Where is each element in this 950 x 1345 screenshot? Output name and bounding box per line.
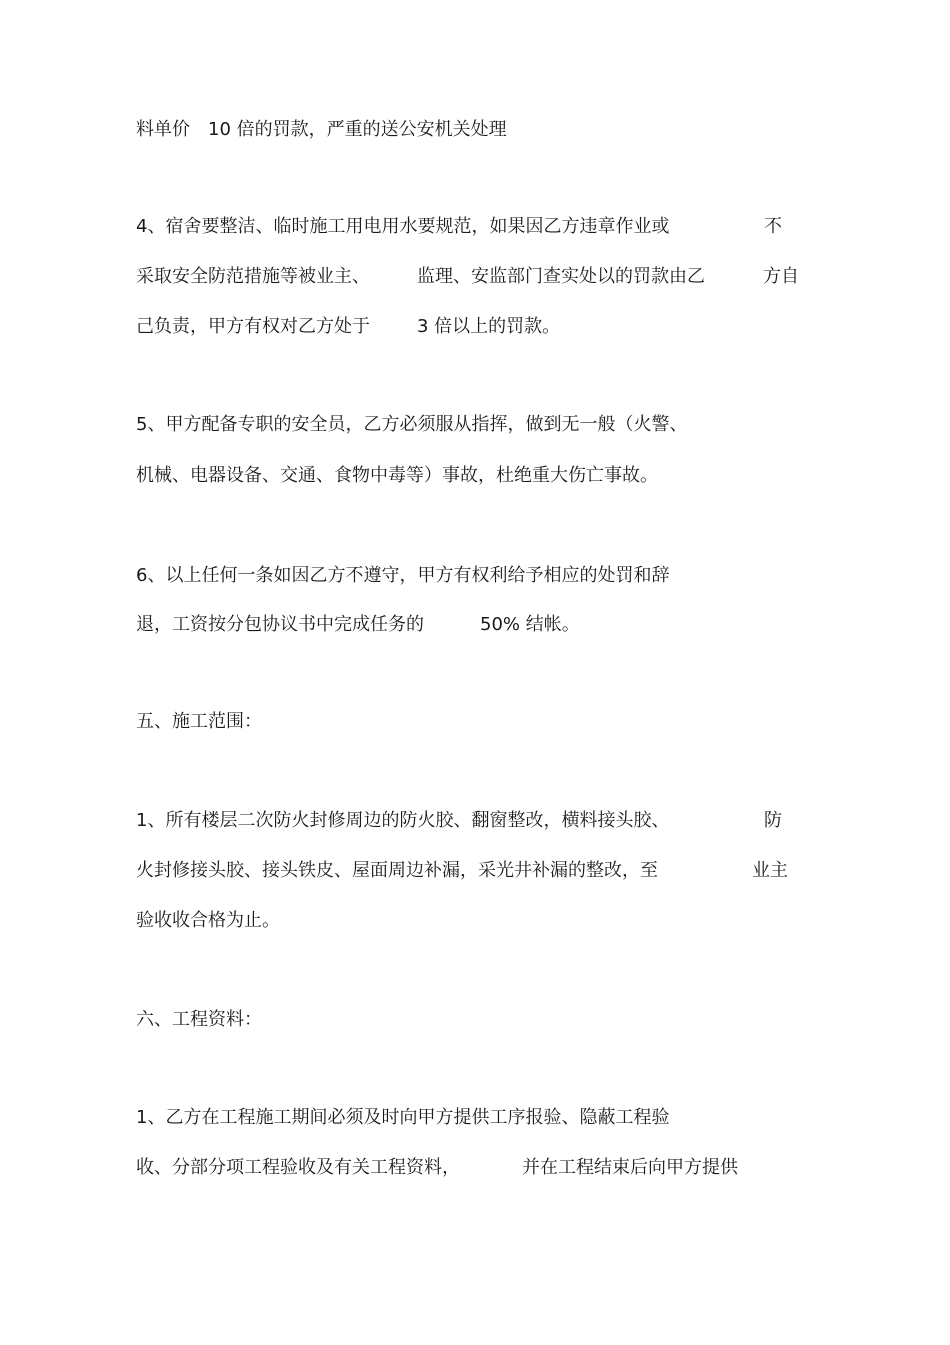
text-segment: 4、宿舍要整洁、临时施工用电用水要规范，如果因乙方违章作业或 (136, 216, 670, 237)
text-line (0, 1103, 950, 1133)
text-line (0, 906, 950, 936)
text-segment: 退，工资按分包协议书中完成任务的 (136, 614, 424, 635)
text-segment: 5、甲方配备专职的安全员，乙方必须服从指挥，做到无一般（火警、 (136, 414, 688, 435)
text-segment: 方自 (763, 266, 799, 287)
text-segment: 1、乙方在工程施工期间必须及时向甲方提供工序报验、隐蔽工程验 (136, 1107, 670, 1128)
text-line (0, 212, 950, 242)
text-segment: 火封修接头胶、接头铁皮、屋面周边补漏，采光井补漏的整改，至 (136, 860, 658, 881)
text-segment: 监理、安监部门查实处以的罚款由乙 (417, 266, 705, 287)
text-segment: 机械、电器设备、交通、食物中毒等）事故，杜绝重大伤亡事故。 (136, 465, 658, 486)
text-segment: 采取安全防范措施等被业主、 (136, 266, 370, 287)
text-segment: 己负责，甲方有权对乙方处于 (136, 316, 370, 337)
text-line (0, 856, 950, 886)
section-heading (0, 1005, 950, 1035)
text-segment: 业主 (752, 860, 788, 881)
text-segment: 10 倍的罚款，严重的送公安机关处理 (208, 119, 507, 140)
text-line (0, 115, 950, 145)
text-line (0, 461, 950, 491)
text-segment: 六、工程资料： (136, 1009, 262, 1030)
text-segment: 50% 结帐。 (480, 614, 580, 635)
text-segment: 五、施工范围： (136, 711, 262, 732)
text-line (0, 610, 950, 640)
text-segment: 验收收合格为止。 (136, 910, 280, 931)
text-segment: 6、以上任何一条如因乙方不遵守，甲方有权利给予相应的处罚和辞 (136, 565, 670, 586)
text-line (0, 312, 950, 342)
section-heading (0, 707, 950, 737)
text-segment: 防 (764, 810, 782, 831)
text-segment: 3 倍以上的罚款。 (417, 316, 561, 337)
text-segment: 并在工程结束后向甲方提供 (522, 1157, 738, 1178)
text-line (0, 561, 950, 591)
text-segment: 不 (764, 216, 782, 237)
text-segment: 收、分部分项工程验收及有关工程资料， (136, 1157, 460, 1178)
text-line (0, 410, 950, 440)
text-line (0, 1153, 950, 1183)
text-segment: 料单价 (136, 119, 190, 140)
text-line (0, 262, 950, 292)
text-line (0, 806, 950, 836)
text-segment: 1、所有楼层二次防火封修周边的防火胶、翻窗整改，横料接头胶、 (136, 810, 670, 831)
